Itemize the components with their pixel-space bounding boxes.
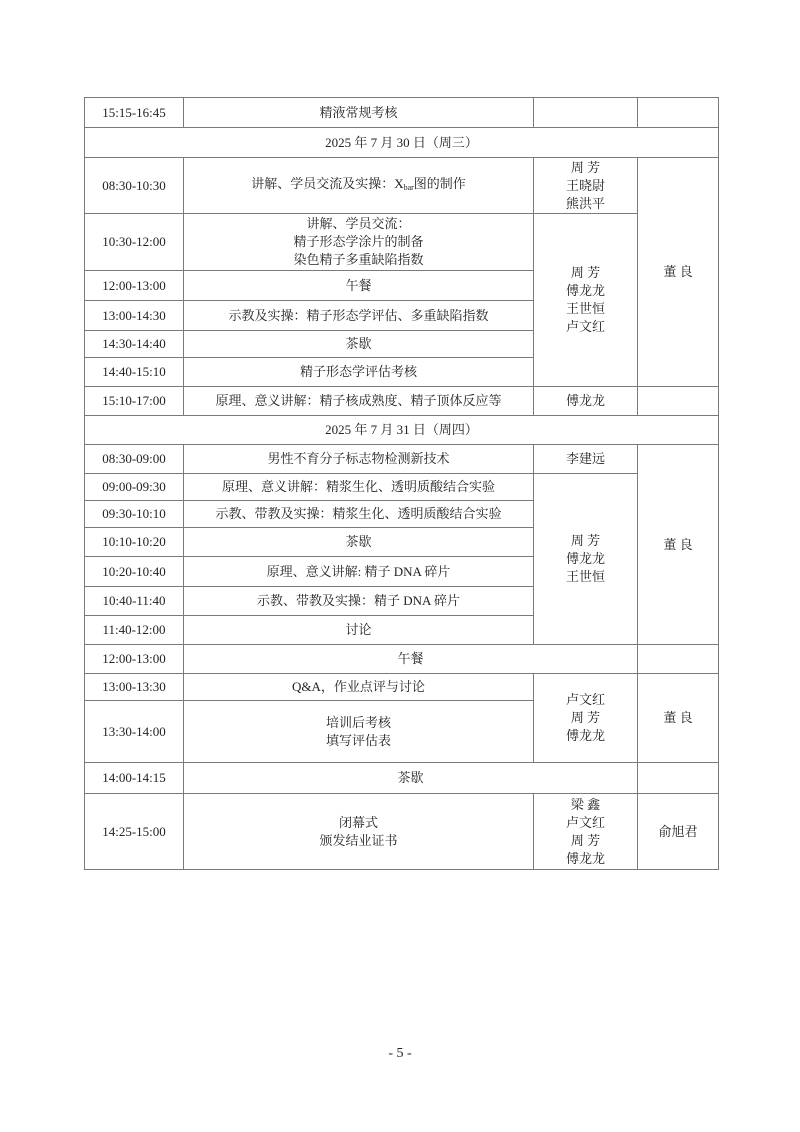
lecturer-name: 周 芳 <box>570 265 601 280</box>
topic-line: 填写评估表 <box>325 732 391 748</box>
lecturer-name: 熊洪平 <box>565 195 605 211</box>
time-cell: 10:30-12:00 <box>85 214 184 271</box>
time-cell: 14:40-15:10 <box>85 358 184 387</box>
time-cell: 12:00-13:00 <box>85 271 184 301</box>
topic-cell: 精液常规考核 <box>184 98 534 128</box>
topic-text: 讲解、学员交流及实操：X <box>251 175 404 191</box>
lecturer-name: 王世恒 <box>565 301 605 316</box>
topic-cell: 午餐 <box>184 271 534 301</box>
topic-cell <box>184 158 534 214</box>
chair-cell: 董 良 <box>638 445 719 645</box>
topic-line: 精子形态学涂片的制备 <box>293 234 424 249</box>
topic-cell: 精子形态学评估考核 <box>184 358 534 387</box>
topic-cell: 原理、意义讲解：精子核成熟度、精子顶体反应等 <box>184 387 534 416</box>
time-cell: 14:00-14:15 <box>85 763 184 794</box>
topic-line: 闭幕式 <box>338 814 378 830</box>
lecturer-name: 卢文红 <box>565 814 605 830</box>
lecturer-cell: 李建远 <box>534 445 638 474</box>
table-row <box>85 214 719 271</box>
date-header: 2025 年 7 月 31 日（周四） <box>85 416 719 445</box>
time-cell: 09:00-09:30 <box>85 474 184 501</box>
lecturer-name: 傅龙龙 <box>565 551 605 566</box>
topic-cell: 茶歇 <box>184 528 534 557</box>
time-cell: 13:30-14:00 <box>85 701 184 763</box>
topic-cell <box>184 794 534 870</box>
chair-cell <box>638 387 719 416</box>
lecturer-name: 卢文红 <box>565 319 605 334</box>
topic-cell: 茶歇 <box>184 331 534 358</box>
lecturer-name: 卢文红 <box>565 692 605 707</box>
table-row <box>85 763 719 794</box>
chair-cell <box>638 763 719 794</box>
chair-cell: 董 良 <box>638 674 719 763</box>
lecturer-name: 王晓尉 <box>565 177 605 193</box>
lecturer-cell <box>534 158 638 214</box>
time-cell: 10:40-11:40 <box>85 587 184 616</box>
time-cell: 08:30-10:30 <box>85 158 184 214</box>
time-cell: 08:30-09:00 <box>85 445 184 474</box>
lecturer-name: 傅龙龙 <box>565 283 605 298</box>
topic-cell <box>184 214 534 271</box>
lecturer-name: 梁 鑫 <box>570 796 601 812</box>
lecturer-name: 傅龙龙 <box>565 850 605 866</box>
time-cell: 13:00-13:30 <box>85 674 184 701</box>
table-row <box>85 158 719 214</box>
lecturer-cell <box>534 214 638 387</box>
lecturer-cell: 傅龙龙 <box>534 387 638 416</box>
lecturer-name: 周 芳 <box>570 533 601 548</box>
topic-cell: 原理、意义讲解: 精子 DNA 碎片 <box>184 557 534 587</box>
lecturer-name: 傅龙龙 <box>565 728 605 743</box>
time-cell: 15:15-16:45 <box>85 98 184 128</box>
topic-cell: 男性不育分子标志物检测新技术 <box>184 445 534 474</box>
time-cell: 10:20-10:40 <box>85 557 184 587</box>
date-row <box>85 128 719 158</box>
topic-line: 染色精子多重缺陷指数 <box>293 252 424 267</box>
topic-line: 颁发结业证书 <box>319 832 398 848</box>
lecturer-name: 周 芳 <box>570 159 601 175</box>
lecturer-name: 周 芳 <box>570 832 601 848</box>
topic-cell <box>184 701 534 763</box>
topic-cell: 示教、带教及实操：精子 DNA 碎片 <box>184 587 534 616</box>
lecturer-cell <box>534 794 638 870</box>
table-row <box>85 98 719 128</box>
time-cell: 12:00-13:00 <box>85 645 184 674</box>
table-row <box>85 387 719 416</box>
table-row <box>85 445 719 474</box>
chair-cell <box>638 645 719 674</box>
topic-cell: Q&A，作业点评与讨论 <box>184 674 534 701</box>
time-cell: 11:40-12:00 <box>85 616 184 645</box>
time-cell: 13:00-14:30 <box>85 301 184 331</box>
chair-cell <box>638 98 719 128</box>
topic-line: 讲解、学员交流： <box>306 216 411 231</box>
lecturer-cell <box>534 98 638 128</box>
topic-cell: 示教、带教及实操：精浆生化、透明质酸结合实验 <box>184 501 534 528</box>
topic-cell: 午餐 <box>184 645 638 674</box>
lecturer-cell <box>534 674 638 763</box>
table-row <box>85 674 719 701</box>
chair-cell: 俞旭君 <box>638 794 719 870</box>
topic-cell: 茶歇 <box>184 763 638 794</box>
lecturer-name: 周 芳 <box>570 710 601 725</box>
time-cell: 10:10-10:20 <box>85 528 184 557</box>
table-row <box>85 794 719 870</box>
table-row <box>85 474 719 501</box>
lecturer-cell <box>534 474 638 645</box>
time-cell: 14:25-15:00 <box>85 794 184 870</box>
page-number: - 5 - <box>388 1046 412 1061</box>
lecturer-name: 王世恒 <box>565 569 605 584</box>
chair-cell: 董 良 <box>638 158 719 387</box>
topic-cell: 原理、意义讲解：精浆生化、透明质酸结合实验 <box>184 474 534 501</box>
topic-cell: 讨论 <box>184 616 534 645</box>
time-cell: 15:10-17:00 <box>85 387 184 416</box>
time-cell: 09:30-10:10 <box>85 501 184 528</box>
subscript-text: bar <box>403 182 414 192</box>
topic-text: 图的制作 <box>413 175 466 191</box>
time-cell: 14:30-14:40 <box>85 331 184 358</box>
date-row <box>85 416 719 445</box>
schedule-table <box>84 97 719 870</box>
topic-cell: 示教及实操：精子形态学评估、多重缺陷指数 <box>184 301 534 331</box>
date-header: 2025 年 7 月 30 日（周三） <box>85 128 719 158</box>
topic-line: 培训后考核 <box>325 714 391 730</box>
table-row <box>85 645 719 674</box>
